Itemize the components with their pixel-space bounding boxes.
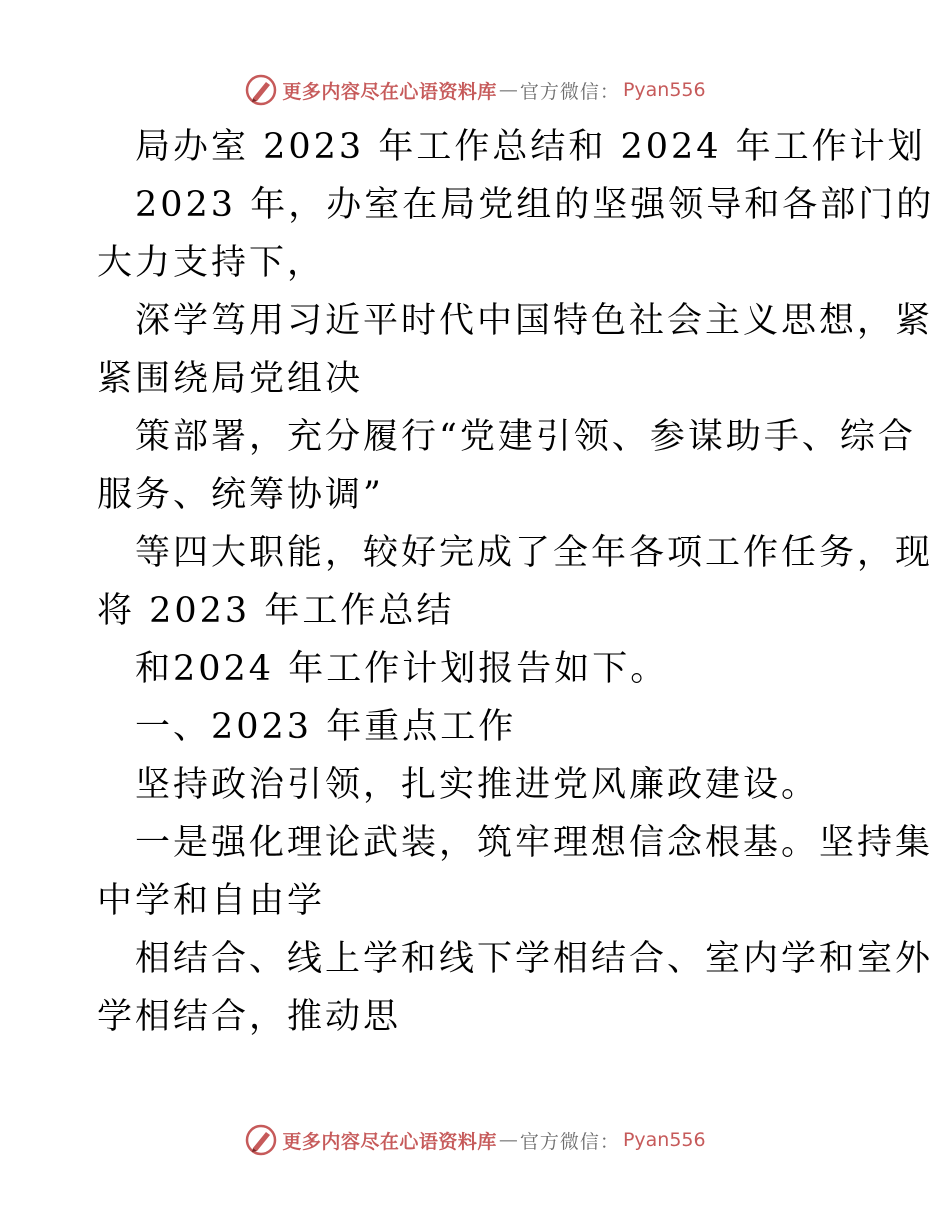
watermark-id: Pyan556 (622, 1129, 706, 1151)
paragraph-line: 2023 年，办室在局党组的坚强领导和各部门的 (135, 185, 935, 225)
document-title: 局办室 2023 年工作总结和 2024 年工作计划 (135, 127, 926, 167)
watermark-text: 更多内容尽在心语资料库 (282, 80, 497, 103)
watermark-dash: — (498, 1129, 518, 1151)
section-heading: 一、2023 年重点工作 (135, 707, 517, 747)
paragraph-line: 坚持政治引领，扎实推进党风廉政建设。 (135, 765, 820, 805)
watermark-id: Pyan556 (622, 79, 706, 101)
paragraph-line: 和2024 年工作计划报告如下。 (135, 649, 669, 689)
paragraph-line: 等四大职能，较好完成了全年各项工作任务，现 (135, 533, 934, 573)
footer-watermark (0, 1120, 950, 1160)
watermark-sub: 官方微信 (519, 1130, 600, 1153)
watermark-dash: — (498, 79, 518, 101)
paragraph-line: 深学笃用习近平时代中国特色社会主义思想，紧 (135, 301, 934, 341)
paragraph-line: 大力支持下， (97, 243, 326, 283)
paragraph-line: 将 2023 年工作总结 (97, 591, 455, 631)
paragraph-line: 学相结合，推动思 (97, 997, 402, 1037)
pen-logo-icon (244, 1123, 278, 1157)
watermark-text: 更多内容尽在心语资料库 (282, 1130, 497, 1153)
paragraph-line: 服务、统筹协调” (97, 475, 384, 515)
paragraph-line: 一是强化理论武装，筑牢理想信念根基。坚持集 (135, 823, 934, 863)
header-watermark (0, 70, 950, 110)
watermark-sub: 官方微信 (519, 80, 600, 103)
paragraph-line: 策部署，充分履行“党建引领、参谋助手、综合 (135, 417, 916, 457)
watermark-colon: ： (599, 1130, 619, 1153)
paragraph-line: 紧围绕局党组决 (97, 359, 364, 399)
paragraph-line: 相结合、线上学和线下学相结合、室内学和室外 (135, 939, 934, 979)
paragraph-line: 中学和自由学 (97, 881, 326, 921)
document-body (97, 118, 935, 1046)
watermark-colon: ： (599, 80, 619, 103)
pen-logo-icon (244, 73, 278, 107)
